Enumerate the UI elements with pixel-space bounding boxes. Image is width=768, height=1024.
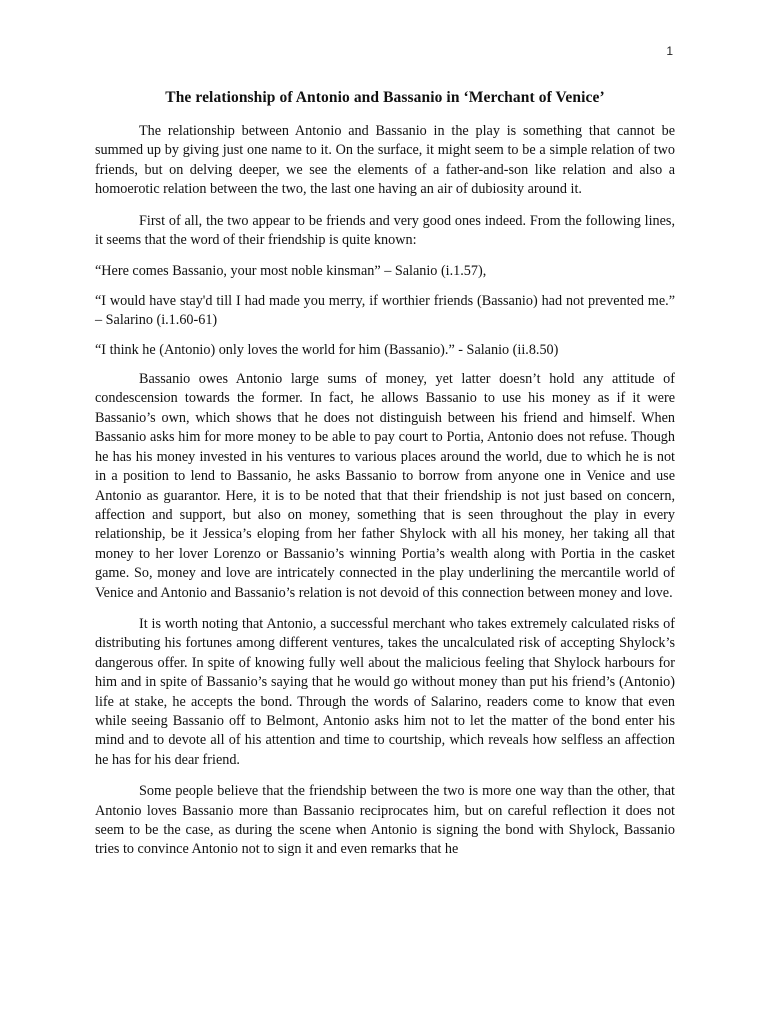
quote-salanio-1: “Here comes Bassanio, your most noble kinsman” – Salanio (i.1.57),	[95, 263, 487, 280]
document-title: The relationship of Antonio and Bassanio in ‘Merchant of Venice’	[165, 89, 605, 106]
risk-paragraph: It is worth noting that Antonio, a successful merchant who takes extremely calculated risks of distributing his fortunes among different ventures, takes the uncalculated risk of accepting Shylock’s dangerous offer. In spite of knowing fully well about the malicious feeling that Shylock harbours for him and in spite of Bassanio’s saying that he would go without money than put his friend’s (Antonio) life at stake, he accepts the bond. Through the words of Salarino, readers come to know that even while seeing Bassanio off to Belmont, Antonio asks him not to let the matter of the bond enter his mind and to devote all of his attention and time to courtship, which reveals how selfless an affection he has for his dear friend.	[95, 615, 675, 768]
intro-paragraph: The relationship between Antonio and Bassanio in the play is something that cannot be summed up by giving just one name to it. On the surface, it might seem to be a simple relation of two friends, but on delving deeper, we see the elements of a father-and-son like relation and also a homoerotic relation between the two, the last one having an air of dubiosity around it.	[95, 123, 675, 198]
quote-salanio-2: “I think he (Antonio) only loves the world for him (Bassanio).” - Salanio (ii.8.50)	[95, 341, 559, 358]
friendship-paragraph: First of all, the two appear to be friends and very good ones indeed. From the following lines, it seems that the word of their friendship is quite known:	[95, 212, 675, 249]
reciprocity-paragraph: Some people believe that the friendship between the two is more one way than the other, that Antonio loves Bassanio more than Bassanio reciprocates him, but on careful reflection it does not seem to be the case, as during the scene when Antonio is signing the bond with Shylock, Bassanio tries to convince Antonio not to sign it and even remarks that he	[95, 783, 675, 858]
money-paragraph: Bassanio owes Antonio large sums of money, yet latter doesn’t hold any attitude of condescension towards the former. In fact, he allows Bassanio to use his money as if it were Bassanio’s own, which shows that he does not distinguish between his friend and himself. When Bassanio asks him for more money to be able to pay court to Portia, Antonio does not refuse. Though he has his money invested in his ventures to various places around the world, due to which he is not in a position to lend to Bassanio, he asks Bassanio to borrow from anyone one in Venice and use Antonio as guarantor. Here, it is to be noted that that their friendship is not just based on concern, affection and support, but also on money, something that is seen throughout the play in every relationship, be it Jessica’s eloping from her father Shylock with all his money, her taking all that money to her lover Lorenzo or Bassanio’s winning Portia’s wealth along with Portia in the casket game. So, money and love are intricately connected in the play underlining the mercantile world of Venice and Antonio and Bassanio’s relation is not devoid of this connection between money and love.	[95, 371, 675, 601]
document-body	[95, 88, 675, 872]
page-number: 1	[666, 44, 673, 58]
quote-salarino: “I would have stay'd till I had made you merry, if worthier friends (Bassanio) had not prevented me.” – Salarino (i.1.60-61)	[95, 292, 675, 329]
